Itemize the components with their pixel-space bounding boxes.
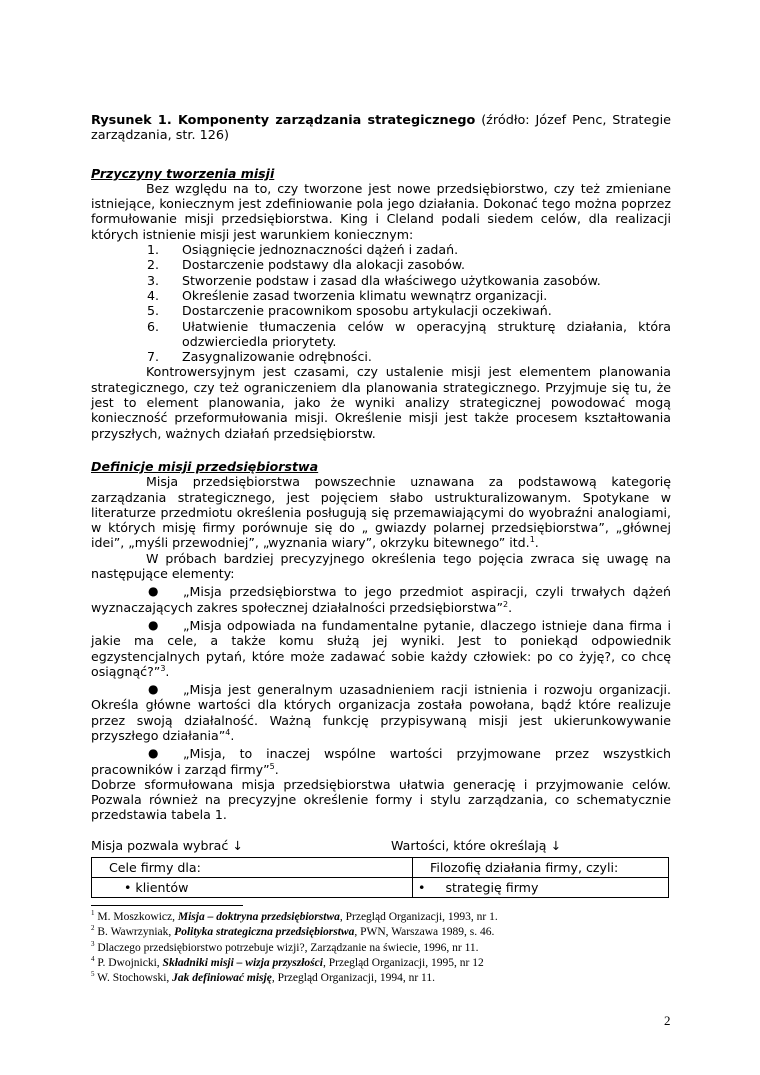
footnote-separator bbox=[91, 905, 243, 906]
bullet-icon: ● bbox=[148, 746, 159, 761]
list-item: 4. Określenie zasad tworzenia klimatu wewnątrz organizacji. bbox=[147, 287, 548, 303]
footnote: $^2$ B. Wawrzyniak, Polityka strategiczna przedsiębiorstwa, PWN, Warszawa 1989, s. 46. bbox=[91, 924, 495, 939]
list-item: 3. Stworzenie podstaw i zasad dla właściwego użytkowania zasobów. bbox=[147, 272, 601, 288]
footnote: $^4$ P. Dwojnicki, Składniki misji – wizja przyszłości, Przegląd Organizacji, 1995, nr 12 bbox=[91, 955, 484, 969]
paragraph-closing: Kontrowersyjnym jest czasami, czy ustalenie misji jest elementem planowania strategicznego, czy też ograniczeniem dla planowania strategicznego. Przyjmuje się tu, że jest to element planowania, jako że wyniki analizy strategicznej powodować mogą konieczność przeformułowania misji. Określenie misji jest także procesem kształtowania przyszłych, ważnych działań przedsiębiorstw. bbox=[91, 364, 671, 441]
list-item: 6. Ułatwienie tłumaczenia celów w operacyjną strukturę działania, która odzwierciedla priorytety. bbox=[147, 318, 671, 349]
mission-table bbox=[91, 857, 669, 898]
table-cell: Cele firmy dla: bbox=[92, 858, 413, 878]
footnote-ref: 3 bbox=[160, 663, 166, 673]
table-cell: • klientów bbox=[92, 878, 413, 898]
bullet-icon: ● bbox=[148, 617, 159, 632]
section-heading-reasons: Przyczyny tworzenia misji bbox=[91, 165, 275, 181]
figure-caption bbox=[91, 113, 671, 144]
footnote-ref: 2 bbox=[503, 599, 509, 609]
bullet-icon: • bbox=[418, 879, 426, 895]
footnote: $^3$ Dlaczego przedsiębiorstwo potrzebuje wizji?, Zarządzanie na świecie, 1996, nr 11. bbox=[91, 939, 479, 954]
list-item: 7. Zasygnalizowanie odrębności. bbox=[147, 349, 372, 365]
footnote: $^5$ W. Stochowski, Jak definiować misję, Przegląd Organizacji, 1994, nr 11. bbox=[91, 970, 436, 985]
paragraph-definitions: Misja przedsiębiorstwa powszechnie uznawana za podstawową kategorię zarządzania strategicznego, jest pojęciem słabo ustrukturalizowanym. Spotykane w literaturze przedmiotu określenia posługują się przemawiającymi do wyobraźni analogiami, w których misję firmy porównuje się do „ gwiazdy polarnej przedsiębiorstwa”, „głównej idei”, „myśli przewodniej”, „wyznania wiary”, okrzyku bitewnego” itd.$^1$. bbox=[91, 474, 671, 551]
figure-label: Rysunek 1. Komponenty zarządzania strategicznego bbox=[91, 113, 476, 128]
table-cell: • strategię firmy bbox=[413, 878, 669, 898]
list-item: 5. Dostarczenie pracownikom sposobu artykulacji oczekiwań. bbox=[147, 303, 552, 319]
page-number: 2 bbox=[664, 1013, 671, 1028]
bullet-item: ● „Misja jest generalnym uzasadnieniem racji istnienia i rozwoju organizacji. Określa główne wartości dla których organizacja została powołana, bądź które realizuje przez swoją działalność. Ważną funkcję przypisywaną misji jest ukierunkowywanie przyszłego działania”$^4$. bbox=[91, 682, 671, 743]
footnotes bbox=[91, 910, 671, 986]
bullet-icon: ● bbox=[148, 682, 159, 697]
goals-list bbox=[91, 242, 671, 364]
table-captions bbox=[91, 838, 671, 853]
table-caption-right: Wartości, które określają ↓ bbox=[391, 837, 561, 853]
bullet-item: ● „Misja przedsiębiorstwa to jego przedmiot aspiracji, czyli trwałych dążeń wyznaczających zakres społecznej działalności przedsiębiorstwa”$^2$. bbox=[91, 584, 671, 615]
table-row bbox=[92, 878, 669, 898]
footnote-ref: 5 bbox=[269, 761, 275, 771]
paragraph-summary: Dobrze sformułowana misja przedsiębiorstwa ułatwia generację i przyjmowanie celów. Pozwala również na precyzyjne określenie formy i stylu zarządzania, co schematycznie przedstawia tabela 1. bbox=[91, 776, 671, 823]
paragraph-elements: W próbach bardziej precyzyjnego określenia tego pojęcia zwraca się uwagę na następujące elementy: bbox=[91, 550, 671, 582]
list-item: 1. Osiągnięcie jednoznaczności dążeń i zadań. bbox=[147, 242, 459, 258]
section-heading-definitions: Definicje misji przedsiębiorstwa bbox=[91, 458, 319, 474]
bullet-item: ● „Misja odpowiada na fundamentalne pytanie, dlaczego istnieje dana firma i jakie ma cele, a także komu służą jej wyniki. Jest to poniekąd odpowiednik egzystencjalnych pytań, które może zadawać sobie każdy człowiek: po co żyję?, co chcę osiągnąć?”$^3$. bbox=[91, 617, 671, 679]
document-body bbox=[91, 113, 671, 898]
table-caption-left: Misja pozwala wybrać ↓ bbox=[91, 837, 243, 853]
footnote-ref: 1 bbox=[529, 535, 535, 545]
footnote: $^1$ M. Moszkowicz, Misja – doktryna przedsiębiorstwa, Przegląd Organizacji, 1993, nr 1. bbox=[91, 909, 498, 923]
table-row bbox=[92, 858, 669, 878]
footnote-ref: 4 bbox=[225, 727, 231, 737]
list-item: 2. Dostarczenie podstawy dla alokacji zasobów. bbox=[147, 257, 465, 273]
bullet-item: ● „Misja, to inaczej wspólne wartości przyjmowane przez wszystkich pracowników i zarząd firmy”$^5$. bbox=[91, 746, 671, 777]
figure-source: (źródło: Józef Penc, Strategie zarządzania, str. 126) bbox=[91, 113, 671, 144]
paragraph-intro: Bez względu na to, czy tworzone jest nowe przedsiębiorstwo, czy też zmieniane istniejące, koniecznym jest zdefiniowanie pola jego działania. Dokonać tego można poprzez formułowanie misji przedsiębiorstwa. King i Cleland podali siedem celów, dla realizacji których istnienie misji jest warunkiem koniecznym: bbox=[91, 180, 671, 242]
bullet-icon: ● bbox=[148, 584, 159, 599]
table-cell: Filozofię działania firmy, czyli: bbox=[413, 858, 669, 878]
